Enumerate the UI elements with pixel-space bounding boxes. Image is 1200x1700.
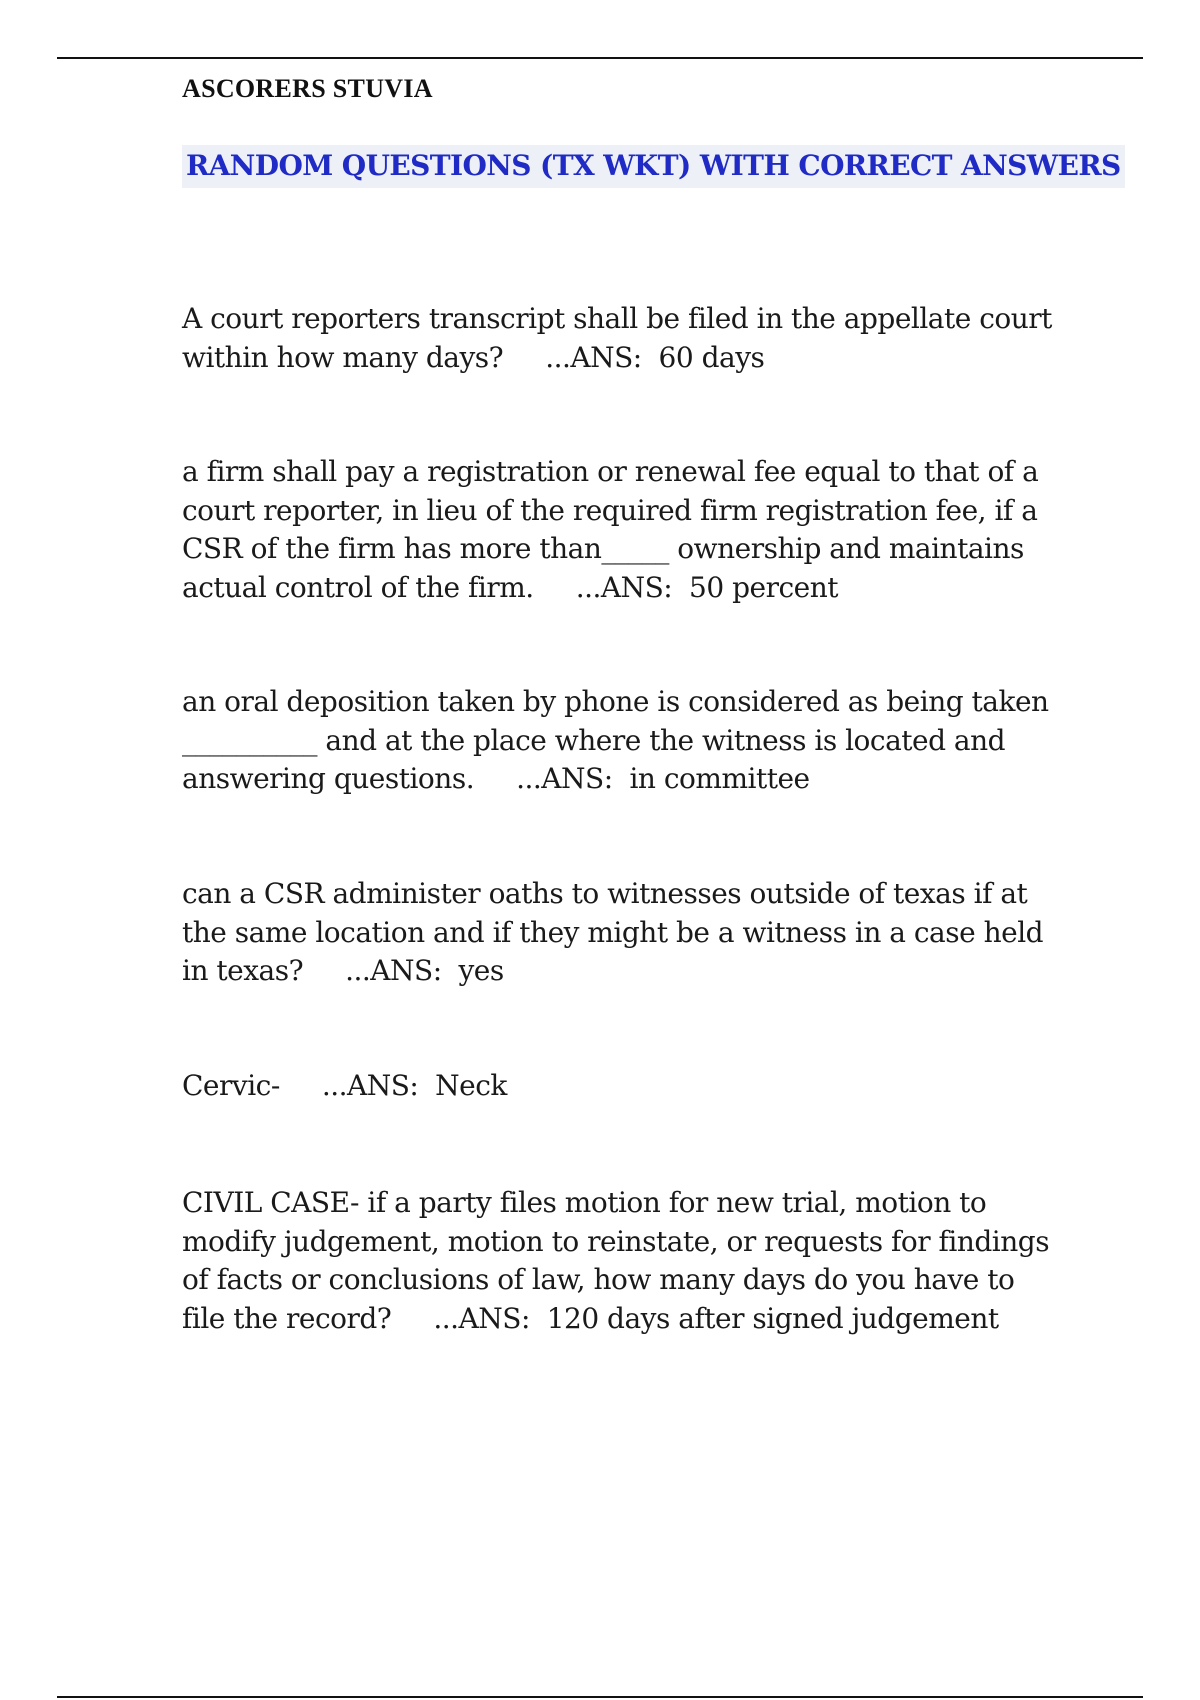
question-text: CIVIL CASE- if a party files motion for new trial, motion to modify judgement, motion to reinstate, or requests for findings of facts or conclusions of law, how many days do you have to file the record? bbox=[182, 1186, 1050, 1335]
qa-item bbox=[182, 300, 1062, 377]
question-text: can a CSR administer oaths to witnesses outside of texas if at the same location and if they might be a witness in a case held in texas? bbox=[182, 877, 1044, 987]
answer-marker: ...ANS: bbox=[545, 340, 642, 374]
qa-item bbox=[182, 1067, 507, 1106]
brand-header: ASCORERS STUVIA bbox=[182, 74, 433, 103]
top-rule bbox=[57, 57, 1143, 59]
qa-item bbox=[182, 1184, 1062, 1338]
question-text: Cervic- bbox=[182, 1069, 280, 1102]
answer-text: 50 percent bbox=[689, 570, 838, 604]
answer-text: yes bbox=[458, 954, 504, 987]
answer-marker: ...ANS: bbox=[575, 570, 673, 604]
answer-text: 60 days bbox=[658, 340, 765, 374]
bottom-rule bbox=[57, 1696, 1143, 1698]
question-text: an oral deposition taken by phone is considered as being taken __________ and at the place where the witness is located and answering questions. bbox=[182, 685, 1049, 795]
question-text: A court reporters transcript shall be filed in the appellate court within how many days? bbox=[182, 302, 1052, 374]
answer-marker: ...ANS: bbox=[345, 954, 442, 987]
answer-marker: ...ANS: bbox=[516, 762, 613, 795]
qa-item bbox=[182, 453, 1062, 607]
answer-marker: ...ANS: bbox=[321, 1069, 419, 1102]
qa-item bbox=[182, 683, 1062, 799]
document-title: RANDOM QUESTIONS (TX WKT) WITH CORRECT ANSWERS bbox=[182, 145, 1125, 188]
answer-text: Neck bbox=[435, 1069, 507, 1102]
answer-marker: ...ANS: bbox=[433, 1301, 530, 1335]
question-text: a firm shall pay a registration or renewal fee equal to that of a court reporter, in lieu of the required firm registration fee, if a CSR of the firm has more than_____ ownership and maintains actual control of the firm. bbox=[182, 455, 1039, 604]
answer-text: in committee bbox=[629, 762, 810, 795]
qa-item bbox=[182, 875, 1062, 991]
answer-text: 120 days after signed judgement bbox=[546, 1301, 999, 1335]
